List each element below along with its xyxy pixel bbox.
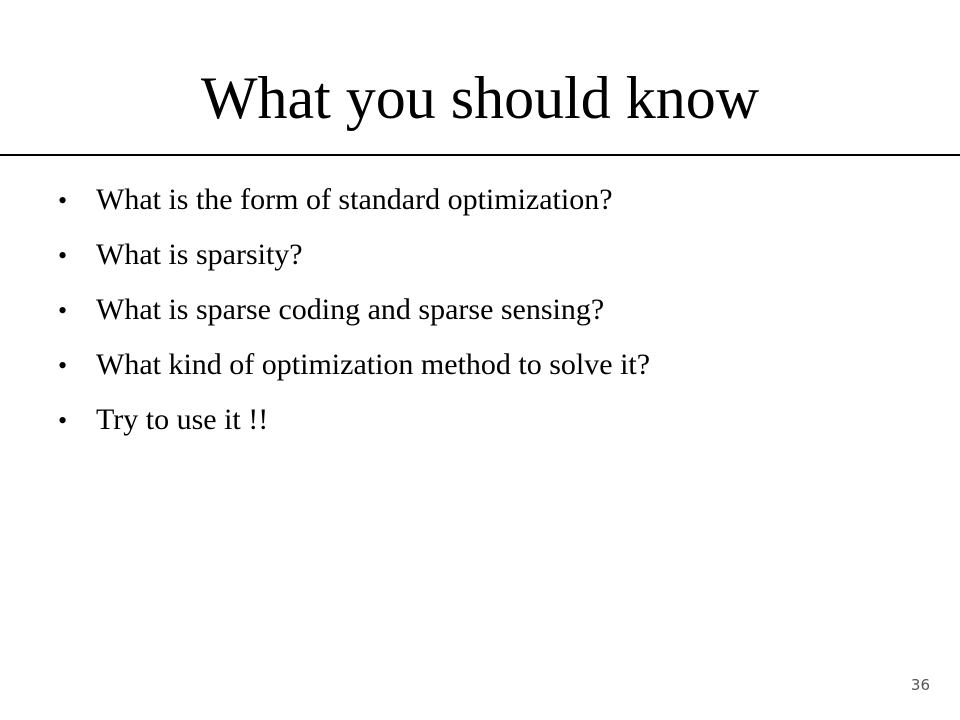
bullet-text: What is the form of standard optimization? (96, 183, 613, 216)
bullet-text: What is sparsity? (96, 238, 303, 271)
bullet-icon: • (58, 351, 68, 380)
bullet-item (58, 227, 650, 282)
bullet-icon: • (58, 186, 68, 215)
bullet-icon: • (58, 241, 68, 270)
bullet-item (58, 282, 650, 337)
bullet-icon: • (58, 296, 68, 325)
title-underline-divider (0, 154, 960, 156)
bullet-text: Try to use it !! (96, 403, 269, 436)
slide-title: What you should know (200, 65, 760, 131)
bullet-text: What kind of optimization method to solve it? (96, 348, 651, 381)
bullet-item (58, 392, 650, 447)
bullet-text: What is sparse coding and sparse sensing? (96, 293, 605, 326)
bullet-item (58, 172, 650, 227)
bullet-list (58, 172, 650, 447)
bullet-icon: • (58, 406, 68, 435)
bullet-item (58, 337, 650, 392)
page-number: 36 (910, 676, 930, 694)
